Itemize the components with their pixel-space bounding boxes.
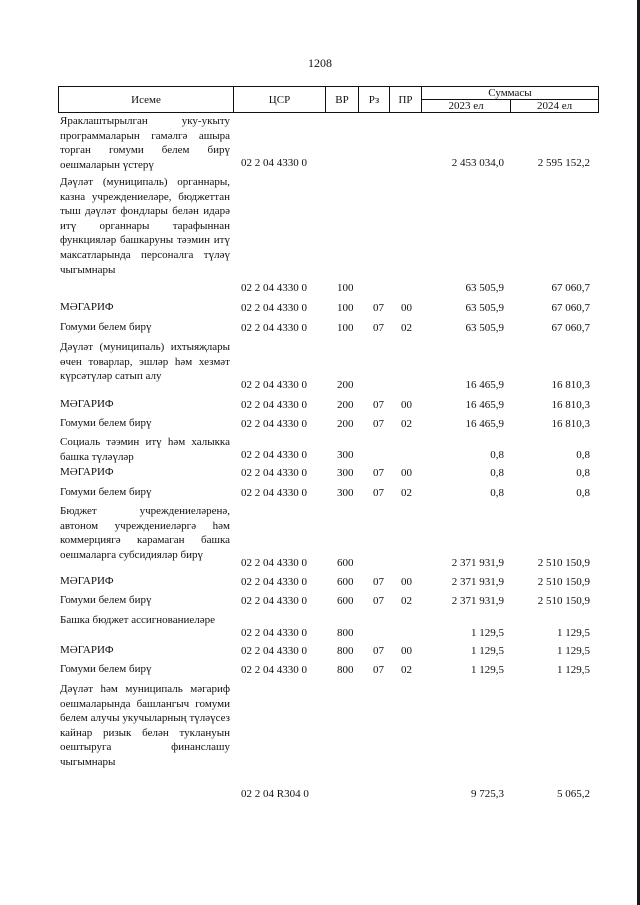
header-vr: ВР — [325, 86, 359, 113]
row-sum-2023: 9 725,3 — [471, 788, 504, 801]
row-rz: 07 — [373, 418, 384, 431]
header-sums: Суммасы — [421, 86, 599, 100]
row-vr: 800 — [337, 664, 354, 677]
row-csr: 02 2 04 4330 0 — [241, 399, 307, 412]
table-row — [58, 300, 599, 316]
row-pr: 02 — [401, 418, 412, 431]
row-sum-2023: 63 505,9 — [465, 282, 504, 295]
row-name: Гомуми белем бирү — [60, 663, 152, 675]
header-2023: 2023 ел — [421, 99, 511, 113]
row-pr: 02 — [401, 322, 412, 335]
row-sum-2024: 16 810,3 — [551, 418, 590, 431]
row-sum-2024: 2 510 150,9 — [537, 576, 590, 589]
row-vr: 200 — [337, 418, 354, 431]
row-sum-2023: 16 465,9 — [465, 399, 504, 412]
table-row — [58, 662, 599, 678]
row-name: Социаль тәэмин итү һәм халыкка башка түләүләр — [60, 436, 230, 463]
row-sum-2023: 16 465,9 — [465, 418, 504, 431]
row-vr: 300 — [337, 449, 354, 462]
row-csr: 02 2 04 4330 0 — [241, 467, 307, 480]
row-sum-2024: 1 129,5 — [557, 664, 590, 677]
page-number: 1208 — [308, 56, 332, 70]
row-name: МӘГАРИФ — [60, 575, 114, 587]
row-name: МӘГАРИФ — [60, 466, 114, 478]
row-sum-2024: 0,8 — [576, 449, 590, 462]
row-pr: 00 — [401, 576, 412, 589]
row-name: Дәүләт (муниципаль) органнары, казна учреждениеләре, бюджеттан тыш дәүләт фондлары белән идарә итү органнары тарафыннан функцияләр башкаруны тәэмин итү максатларында персоналга түләү чыгымнары — [60, 176, 230, 276]
row-csr: 02 2 04 4330 0 — [241, 322, 307, 335]
row-rz: 07 — [373, 467, 384, 480]
row-sum-2024: 67 060,7 — [551, 282, 590, 295]
table-row — [58, 504, 599, 571]
row-vr: 300 — [337, 487, 354, 500]
table-row — [58, 465, 599, 481]
row-name: Яраклаштырылган уку-укыту программаларын гамәлгә ашыра торган гомуми белем бирү оешмаларын үстерү — [60, 115, 230, 171]
header-rz: Рз — [358, 86, 390, 113]
row-sum-2024: 16 810,3 — [551, 399, 590, 412]
row-csr: 02 2 04 4330 0 — [241, 645, 307, 658]
table-row — [58, 485, 599, 501]
row-sum-2024: 5 065,2 — [557, 788, 590, 801]
row-pr: 02 — [401, 664, 412, 677]
row-name: Башка бюджет ассигнованиеләре — [60, 614, 215, 626]
row-pr: 02 — [401, 595, 412, 608]
row-rz: 07 — [373, 322, 384, 335]
row-csr: 02 2 04 4330 0 — [241, 664, 307, 677]
row-name: Дәүләт (муниципаль) ихтыяҗлары өчен товарлар, эшләр һәм хезмәт күрсәтүләр сатып алу — [60, 341, 230, 383]
table-row — [58, 114, 599, 171]
row-sum-2023: 2 371 931,9 — [451, 557, 504, 570]
row-sum-2023: 16 465,9 — [465, 379, 504, 392]
row-vr: 800 — [337, 627, 354, 640]
header-name: Исеме — [58, 86, 234, 113]
row-vr: 300 — [337, 467, 354, 480]
row-pr: 00 — [401, 467, 412, 480]
table-row — [58, 340, 599, 393]
table-row — [58, 574, 599, 590]
header-2024: 2024 ел — [510, 99, 599, 113]
row-name: МӘГАРИФ — [60, 301, 114, 313]
row-name: Гомуми белем бирү — [60, 321, 152, 333]
row-csr: 02 2 04 4330 0 — [241, 627, 307, 640]
row-sum-2024: 67 060,7 — [551, 322, 590, 335]
row-sum-2023: 1 129,5 — [471, 645, 504, 658]
row-csr: 02 2 04 4330 0 — [241, 449, 307, 462]
row-name: Гомуми белем бирү — [60, 594, 152, 606]
row-sum-2024: 0,8 — [576, 467, 590, 480]
row-name: МӘГАРИФ — [60, 644, 114, 656]
row-vr: 800 — [337, 645, 354, 658]
header-pr: ПР — [389, 86, 422, 113]
row-vr: 200 — [337, 399, 354, 412]
row-csr: 02 2 04 R304 0 — [241, 788, 309, 801]
row-sum-2024: 2 595 152,2 — [537, 157, 590, 170]
row-csr: 02 2 04 4330 0 — [241, 282, 307, 295]
row-pr: 00 — [401, 645, 412, 658]
row-csr: 02 2 04 4330 0 — [241, 595, 307, 608]
row-sum-2024: 2 510 150,9 — [537, 595, 590, 608]
row-vr: 100 — [337, 302, 354, 315]
table-row — [58, 643, 599, 659]
row-name: Дәүләт һәм муниципаль мәгариф оешмаларында башлангыч гомуми белем алучы укучыларның түләүсез кайнар ризык белән туклануын оештыруга финанслашу чыгымнары — [60, 683, 230, 768]
row-rz: 07 — [373, 645, 384, 658]
row-sum-2023: 2 371 931,9 — [451, 595, 504, 608]
row-vr: 600 — [337, 576, 354, 589]
row-rz: 07 — [373, 664, 384, 677]
row-vr: 600 — [337, 557, 354, 570]
row-csr: 02 2 04 4330 0 — [241, 487, 307, 500]
row-vr: 200 — [337, 379, 354, 392]
row-sum-2023: 2 453 034,0 — [451, 157, 504, 170]
row-pr: 02 — [401, 487, 412, 500]
row-sum-2023: 0,8 — [490, 449, 504, 462]
row-csr: 02 2 04 4330 0 — [241, 557, 307, 570]
table-row — [58, 435, 599, 463]
row-name: МӘГАРИФ — [60, 398, 114, 410]
row-sum-2024: 2 510 150,9 — [537, 557, 590, 570]
row-rz: 07 — [373, 302, 384, 315]
row-rz: 07 — [373, 576, 384, 589]
table-row — [58, 175, 599, 296]
table-header — [58, 86, 599, 113]
table-row — [58, 613, 599, 641]
row-pr: 00 — [401, 399, 412, 412]
row-csr: 02 2 04 4330 0 — [241, 576, 307, 589]
row-sum-2023: 1 129,5 — [471, 627, 504, 640]
header-csr: ЦСР — [233, 86, 326, 113]
row-name: Гомуми белем бирү — [60, 486, 152, 498]
row-rz: 07 — [373, 399, 384, 412]
row-sum-2023: 63 505,9 — [465, 302, 504, 315]
table-row — [58, 682, 599, 802]
row-sum-2023: 0,8 — [490, 487, 504, 500]
row-sum-2024: 1 129,5 — [557, 645, 590, 658]
table-row — [58, 397, 599, 413]
row-rz: 07 — [373, 595, 384, 608]
row-sum-2024: 67 060,7 — [551, 302, 590, 315]
row-vr: 100 — [337, 282, 354, 295]
row-csr: 02 2 04 4330 0 — [241, 418, 307, 431]
table-row — [58, 593, 599, 609]
row-sum-2024: 0,8 — [576, 487, 590, 500]
row-csr: 02 2 04 4330 0 — [241, 302, 307, 315]
row-sum-2024: 16 810,3 — [551, 379, 590, 392]
table-row — [58, 320, 599, 336]
row-vr: 100 — [337, 322, 354, 335]
row-rz: 07 — [373, 487, 384, 500]
row-name: Гомуми белем бирү — [60, 417, 152, 429]
row-pr: 00 — [401, 302, 412, 315]
row-csr: 02 2 04 4330 0 — [241, 379, 307, 392]
row-sum-2023: 63 505,9 — [465, 322, 504, 335]
table-row — [58, 416, 599, 432]
row-vr: 600 — [337, 595, 354, 608]
row-csr: 02 2 04 4330 0 — [241, 157, 307, 170]
row-sum-2023: 1 129,5 — [471, 664, 504, 677]
row-sum-2023: 0,8 — [490, 467, 504, 480]
row-sum-2024: 1 129,5 — [557, 627, 590, 640]
row-name: Бюджет учреждениеләренә, автоном учреждениеләргә һәм коммерциягә карамаган башка оешмаларга субсидияләр бирү — [60, 505, 230, 561]
row-sum-2023: 2 371 931,9 — [451, 576, 504, 589]
